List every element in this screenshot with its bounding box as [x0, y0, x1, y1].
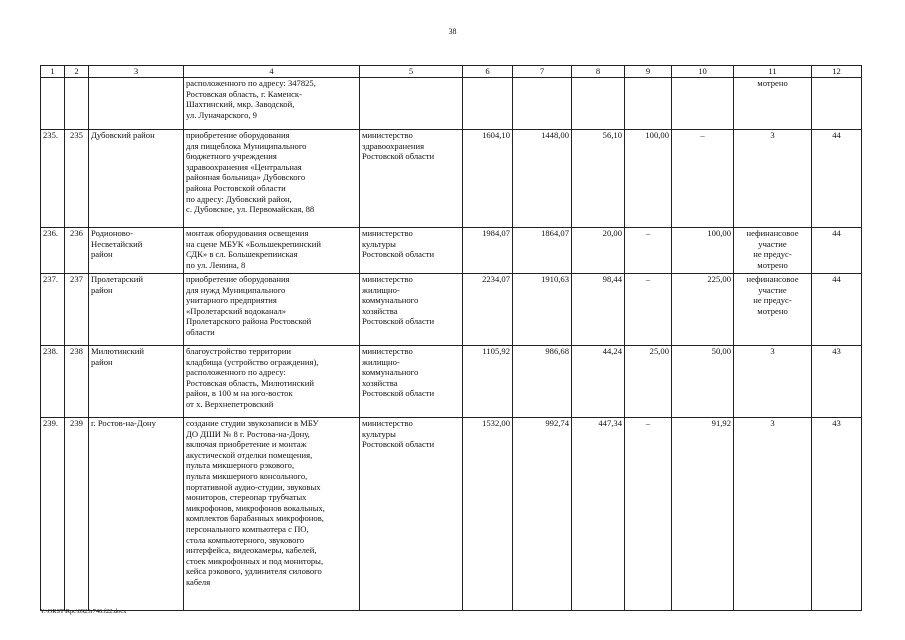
value-col11: нефинансовое участие не предус- мотрено [734, 228, 812, 274]
municipality [89, 78, 184, 130]
value-col8 [572, 78, 625, 130]
footer-file-path: Y:\ORST\Rpc\0923r746.f22.docx [40, 608, 127, 615]
col-header-3: 3 [89, 66, 184, 78]
value-col11: 3 [734, 418, 812, 611]
project-description: монтаж оборудования освещения на сцене МБУК «Большекрепинский СДК» в сл. Большекрепинская по ул. Ленина, 8 [184, 228, 360, 274]
ministry: министерство культуры Ростовской области [360, 418, 463, 611]
item-number: 236 [65, 228, 89, 274]
value-col10: 225,00 [672, 274, 734, 346]
value-col12: 43 [812, 346, 862, 418]
value-col12 [812, 78, 862, 130]
value-col12: 44 [812, 228, 862, 274]
value-col6: 1105,92 [463, 346, 513, 418]
ministry: министерство жилищно- коммунального хозяйства Ростовской области [360, 346, 463, 418]
col-header-4: 4 [184, 66, 360, 78]
value-col11: мотрено [734, 78, 812, 130]
row-number: 238. [41, 346, 65, 418]
item-number: 235 [65, 130, 89, 228]
ministry [360, 78, 463, 130]
column-number-row [41, 66, 862, 78]
ministry: министерство здравоохранения Ростовской области [360, 130, 463, 228]
value-col10: 50,00 [672, 346, 734, 418]
value-col7: 1864,07 [513, 228, 572, 274]
row-number: 236. [41, 228, 65, 274]
value-col6: 1984,07 [463, 228, 513, 274]
value-col9: – [625, 274, 672, 346]
col-header-9: 9 [625, 66, 672, 78]
value-col9: – [625, 228, 672, 274]
value-col7: 992,74 [513, 418, 572, 611]
ministry: министерство жилищно- коммунального хозяйства Ростовской области [360, 274, 463, 346]
project-description: приобретение оборудования для пищеблока Муниципального бюджетного учреждения здравоохранения «Центральная районная больница» Дубовского района Ростовской области по адресу: Дубовский район, с. Дубовское, ул. Первомайская, 88 [184, 130, 360, 228]
municipality: Родионово- Несветайский район [89, 228, 184, 274]
item-number [65, 78, 89, 130]
value-col12: 44 [812, 130, 862, 228]
col-header-8: 8 [572, 66, 625, 78]
value-col7: 1910,63 [513, 274, 572, 346]
col-header-11: 11 [734, 66, 812, 78]
value-col6: 1604,10 [463, 130, 513, 228]
municipality: Пролетарский район [89, 274, 184, 346]
value-col6: 1532,00 [463, 418, 513, 611]
project-description: расположенного по адресу: 347825, Ростовская область, г. Каменск- Шахтинский, мкр. Заводской, ул. Луначарского, 9 [184, 78, 360, 130]
col-header-12: 12 [812, 66, 862, 78]
item-number: 239 [65, 418, 89, 611]
value-col11: 3 [734, 346, 812, 418]
col-header-7: 7 [513, 66, 572, 78]
col-header-5: 5 [360, 66, 463, 78]
value-col10: 91,92 [672, 418, 734, 611]
value-col9: – [625, 418, 672, 611]
value-col11: нефинансовое участие не предус- мотрено [734, 274, 812, 346]
project-description: создание студии звукозаписи в МБУ ДО ДШИ № 8 г. Ростова-на-Дону, включая приобретение и монтаж акустической отделки помещения, пульта микшерного рэкового, пульта микшерного консольного, портативной аудио-студии, звуковых мониторов, стереопар трубчатых микрофонов, микрофонов вокальных, комплектов барабанных микрофонов, персонального компьютера с ПО, стола компьютерного, звукового интерфейса, видеокамеры, кабелей, стоек микрофонных и под мониторы, кейса рэкового, удлинителя силового кабеля [184, 418, 360, 611]
project-description: благоустройство территории кладбища (устройство ограждения), расположенного по адресу: Ростовская область, Милютинский район, в 100 м на юго-восток от х. Верхнепетровский [184, 346, 360, 418]
value-col7: 1448,00 [513, 130, 572, 228]
value-col9: 100,00 [625, 130, 672, 228]
item-number: 238 [65, 346, 89, 418]
row-number: 237. [41, 274, 65, 346]
value-col12: 44 [812, 274, 862, 346]
value-col9 [625, 78, 672, 130]
table-row [41, 418, 862, 611]
value-col9: 25,00 [625, 346, 672, 418]
item-number: 237 [65, 274, 89, 346]
value-col6: 2234,07 [463, 274, 513, 346]
municipality: г. Ростов-на-Дону [89, 418, 184, 611]
value-col6 [463, 78, 513, 130]
table-row [41, 78, 862, 130]
value-col8: 20,00 [572, 228, 625, 274]
value-col10: – [672, 130, 734, 228]
program-table [40, 65, 862, 611]
project-description: приобретение оборудования для нужд Муниципального унитарного предприятия «Пролетарский водоканал» Пролетарского района Ростовской области [184, 274, 360, 346]
value-col8: 56,10 [572, 130, 625, 228]
value-col8: 44,24 [572, 346, 625, 418]
row-number [41, 78, 65, 130]
table-row [41, 130, 862, 228]
municipality: Милютинский район [89, 346, 184, 418]
value-col7 [513, 78, 572, 130]
table-row [41, 274, 862, 346]
municipality: Дубовский район [89, 130, 184, 228]
table-row [41, 346, 862, 418]
ministry: министерство культуры Ростовской области [360, 228, 463, 274]
col-header-10: 10 [672, 66, 734, 78]
col-header-1: 1 [41, 66, 65, 78]
row-number: 239. [41, 418, 65, 611]
page-number: 38 [448, 27, 457, 36]
table-row [41, 228, 862, 274]
col-header-2: 2 [65, 66, 89, 78]
value-col10 [672, 78, 734, 130]
col-header-6: 6 [463, 66, 513, 78]
value-col10: 100,00 [672, 228, 734, 274]
value-col7: 986,68 [513, 346, 572, 418]
value-col12: 43 [812, 418, 862, 611]
value-col8: 98,44 [572, 274, 625, 346]
row-number: 235. [41, 130, 65, 228]
value-col11: 3 [734, 130, 812, 228]
value-col8: 447,34 [572, 418, 625, 611]
